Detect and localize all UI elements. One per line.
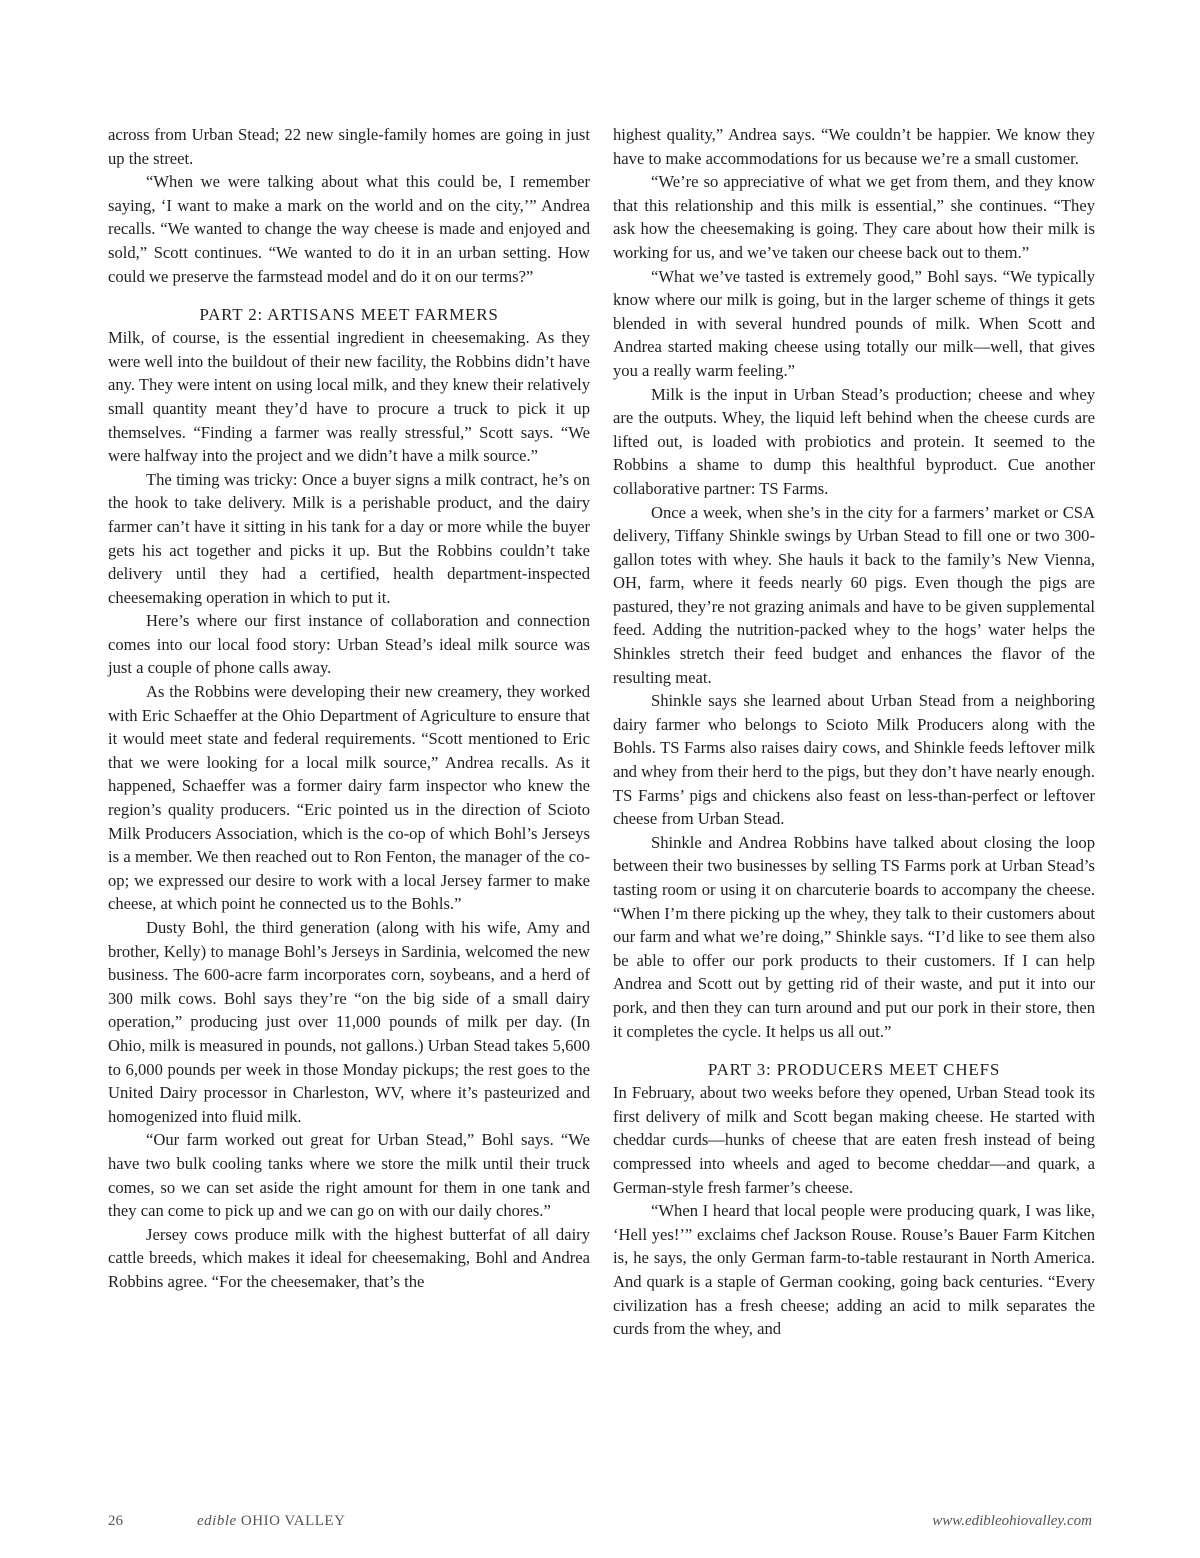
- right-column: [613, 123, 1095, 1341]
- paragraph: Jersey cows produce milk with the highest butterfat of all dairy cattle breeds, which makes it ideal for cheesemaking, Bohl and Andrea Robbins agree. “For the cheesemaker, that’s the: [108, 1224, 590, 1291]
- paragraph: Milk, of course, is the essential ingredient in cheesemaking. As they were well into the buildout of their new facility, the Robbins didn’t have any. They were intent on using local milk, and they knew their relatively small quantity meant they’d have to procure a truck to pick it up themselves. “Finding a farmer was really stressful,” Scott says. “We were halfway into the project and we didn’t have a milk source.”: [108, 328, 590, 466]
- paragraph: “What we’ve tasted is extremely good,” Bohl says. “We typically know where our milk is going, but in the larger scheme of things it gets blended in with several hundred pounds of milk. When Scott and Andrea started making cheese using totally our milk—well, that gives you a really warm feeling.”: [613, 266, 1095, 380]
- paragraph: Once a week, when she’s in the city for a farmers’ market or CSA delivery, Tiffany Shinkle swings by Urban Stead to fill one or two 300-gallon totes with whey. She hauls it back to the family’s New Vienna, OH, farm, where it feeds nearly 60 pigs. Even though the pigs are pastured, they’re not grazing animals and have to be given supplemental feed. Adding the nutrition-packed whey to the hogs’ water helps the Shinkles stretch their feed budget and enhances the flavor of the resulting meat.: [613, 502, 1095, 687]
- paragraph: The timing was tricky: Once a buyer signs a milk contract, he’s on the hook to take delivery. Milk is a perishable product, and the dairy farmer can’t have it sitting in his tank for a day or more while the buyer gets his act together and picks it up. But the Robbins couldn’t take delivery until they had a certified, health department-inspected cheesemaking operation in which to put it.: [108, 469, 590, 607]
- paragraph: “When I heard that local people were producing quark, I was like, ‘Hell yes!’” exclaims chef Jackson Rouse. Rouse’s Bauer Farm Kitchen is, he says, the only German farm-to-table restaurant in North America. And quark is a staple of German cooking, going back centuries. “Every civilization has a fresh cheese; adding an acid to milk separates the curds from the whey, and: [613, 1201, 1095, 1339]
- paragraph: Milk is the input in Urban Stead’s production; cheese and whey are the outputs. Whey, the liquid left behind when the cheese curds are lifted out, is loaded with probiotics and protein. It seemed to the Robbins a shame to dump this healthful byproduct. Cue another collaborative partner: TS Farms.: [613, 384, 1095, 498]
- paragraph: across from Urban Stead; 22 new single-family homes are going in just up the street.: [108, 125, 590, 168]
- paragraph: Shinkle says she learned about Urban Stead from a neighboring dairy farmer who belongs to Scioto Milk Producers along with the Bohls. TS Farms also raises dairy cows, and Shinkle feeds leftover milk and whey from their herd to the pigs, but they don’t have nearly enough. TS Farms’ pigs and chickens also feast on less-than-perfect or leftover cheese from Urban Stead.: [613, 691, 1095, 829]
- magazine-name-region: OHIO VALLEY: [240, 1513, 346, 1529]
- paragraph: highest quality,” Andrea says. “We couldn’t be happier. We know they have to make accommodations for us because we’re a small customer.: [613, 125, 1095, 168]
- paragraph: Shinkle and Andrea Robbins have talked about closing the loop between their two businesses by selling TS Farms pork at Urban Stead’s tasting room or using it on charcuterie boards to accompany the cheese. “When I’m there picking up the whey, they talk to their customers about our farm and what we’re doing,” Shinkle says. “I’d like to see them also be able to offer our pork products to their customers. If I can help Andrea and Scott out by getting rid of their waste, and put it into our pork, and then they can turn around and put our pork in their store, then it completes the cycle. It helps us all out.”: [613, 832, 1095, 1041]
- left-column: [108, 123, 590, 1294]
- website-url: www.edibleohiovalley.com: [932, 1513, 1092, 1529]
- magazine-name: [197, 1513, 345, 1530]
- paragraph: “When we were talking about what this could be, I remember saying, ‘I want to make a mark on the world and on the city,’” Andrea recalls. “We wanted to change the way cheese is made and enjoyed and sold,” Scott continues. “We wanted to do it in an urban setting. How could we preserve the farmstead model and do it on our terms?”: [108, 172, 590, 286]
- paragraph: As the Robbins were developing their new creamery, they worked with Eric Schaeffer at the Ohio Department of Agriculture to ensure that it would meet state and federal requirements. “Scott mentioned to Eric that we were looking for a local milk source,” Andrea recalls. As it happened, Schaeffer was a former dairy farm inspector who knew the region’s quality producers. “Eric pointed us in the direction of Scioto Milk Producers Association, which is the co-op of which Bohl’s Jerseys is a member. We then reached out to Ron Fenton, the manager of the co-op; we expressed our desire to work with a local Jersey farmer to make cheese, at which point he connected us to the Bohls.”: [108, 682, 590, 914]
- paragraph: “We’re so appreciative of what we get from them, and they know that this relationship and this milk is essential,” she continues. “They ask how the cheesemaking is going. They care about how their milk is working for us, and we’ve taken our cheese back out to them.”: [613, 172, 1095, 262]
- magazine-name-edible: edible: [197, 1513, 237, 1529]
- paragraph: “Our farm worked out great for Urban Stead,” Bohl says. “We have two bulk cooling tanks where we store the milk until their truck comes, so we can set aside the right amount for them in one tank and they can come to pick up and we can go on with our daily chores.”: [108, 1130, 590, 1221]
- paragraph: Dusty Bohl, the third generation (along with his wife, Amy and brother, Kelly) to manage Bohl’s Jerseys in Sardinia, welcomed the new business. The 600-acre farm incorporates corn, soybeans, and a herd of 300 milk cows. Bohl says they’re “on the big side of a small dairy operation,” producing just over 11,000 pounds of milk per day. (In Ohio, milk is measured in pounds, not gallons.) Urban Stead takes 5,600 to 6,000 pounds per week in those Monday pickups; the rest goes to the United Dairy processor in Charleston, WV, where it’s pasteurized and homogenized into fluid milk.: [108, 918, 590, 1126]
- section-heading: PART 2: ARTISANS MEET FARMERS: [199, 305, 499, 325]
- paragraph: In February, about two weeks before they opened, Urban Stead took its first delivery of milk and Scott began making cheese. He started with cheddar curds—hunks of cheese that are eaten fresh instead of being compressed into wheels and aged to become cheddar—and quark, a German-style fresh farmer’s cheese.: [613, 1083, 1095, 1197]
- section-heading: PART 3: PRODUCERS MEET CHEFS: [707, 1060, 1001, 1080]
- page-number: 26: [108, 1513, 123, 1529]
- paragraph: Here’s where our first instance of collaboration and connection comes into our local food story: Urban Stead’s ideal milk source was just a couple of phone calls away.: [108, 611, 590, 678]
